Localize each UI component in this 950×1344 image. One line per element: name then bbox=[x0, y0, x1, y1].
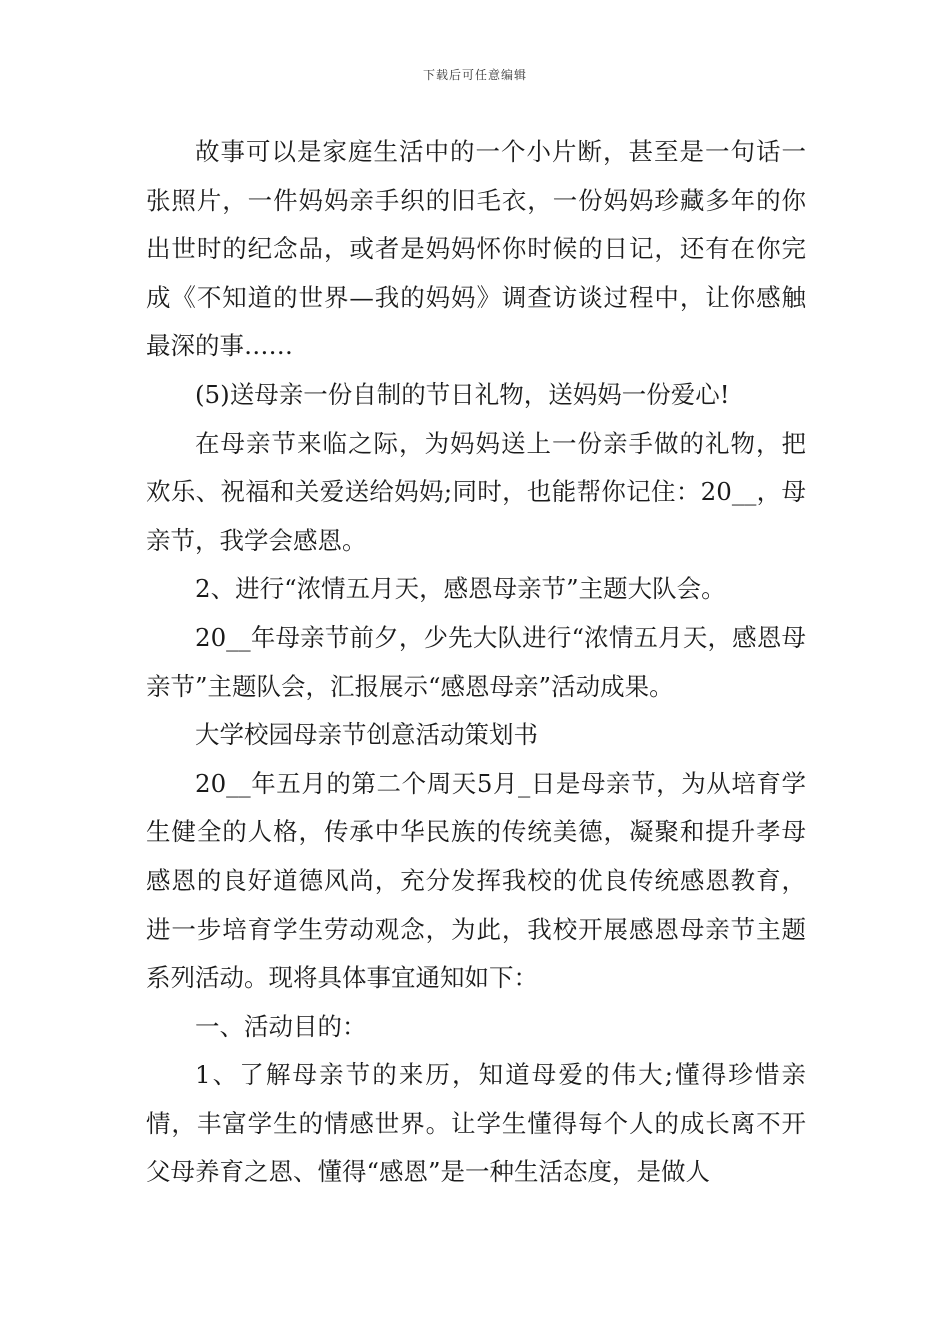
paragraph-story: 故事可以是家庭生活中的一个小片断，甚至是一句话一张照片，一件妈妈亲手织的旧毛衣，一份妈妈珍藏多年的你出世时的纪念品，或者是妈妈怀你时候的日记，还有在你完成《不知道的世界—我的妈妈》调查访谈过程中，让你感触最深的事…… bbox=[146, 137, 806, 361]
paragraph-purpose-1: 1、了解母亲节的来历，知道母爱的伟大;懂得珍惜亲情，丰富学生的情感世界。让学生懂得每个人的成长离不开父母养育之恩、懂得“感恩”是一种生活态度，是做人 bbox=[146, 1060, 806, 1187]
paragraph-gift-heading: (5)送母亲一份自制的节日礼物，送妈妈一份爱心! bbox=[195, 379, 730, 409]
paragraph-intro: 20__年五月的第二个周天5月_日是母亲节，为从培育学生健全的人格，传承中华民族的传统美德，凝聚和提升孝母感恩的良好道德风尚，充分发挥我校的优良传统感恩教育，进一步培育学生劳动观念，为此，我校开展感恩母亲节主题系列活动。现将具体事宜通知如下： bbox=[146, 768, 806, 993]
section-title: 大学校园母亲节创意活动策划书 bbox=[195, 720, 538, 750]
paragraph-team-meeting: 20__年母亲节前夕，少先大队进行“浓情五月天，感恩母亲节”主题队会，汇报展示“感恩母亲”活动成果。 bbox=[146, 622, 806, 701]
page-header: 下载后可任意编辑 bbox=[422, 68, 527, 82]
heading-purpose: 一、活动目的： bbox=[195, 1011, 367, 1041]
paragraph-team-meeting-heading: 2、进行“浓情五月天，感恩母亲节”主题大队会。 bbox=[195, 574, 726, 604]
document-body bbox=[146, 128, 806, 1197]
paragraph-gift: 在母亲节来临之际，为妈妈送上一份亲手做的礼物，把欢乐、祝福和关爱送给妈妈;同时，也能帮你记住：20__，母亲节，我学会感恩。 bbox=[146, 428, 806, 555]
